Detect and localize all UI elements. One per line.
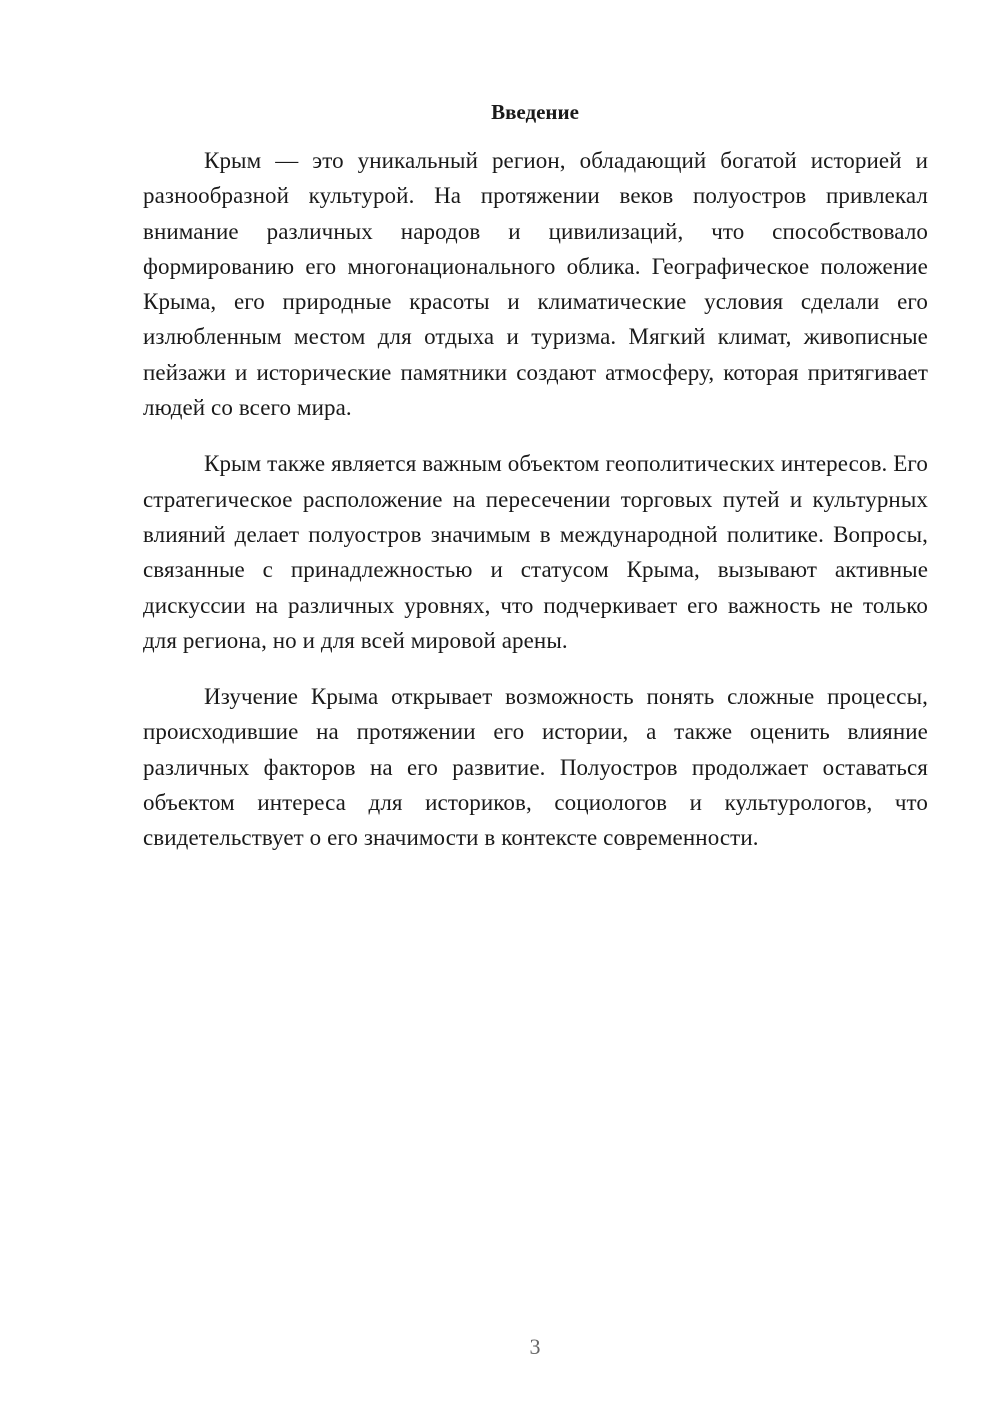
paragraph-2: Крым также является важным объектом геополитических интересов. Его стратегическое расположение на пересечении торговых путей и культурных влияний делает полуостров значимым в международной политике. Вопросы, связанные с принадлежностью и статусом Крыма, вызывают активные дискуссии на различных уровнях, что подчеркивает его важность не только для региона, но и для всей мировой арены. [143, 451, 928, 653]
section-heading: Введение [491, 100, 579, 124]
page-number: 3 [529, 1334, 541, 1359]
body-text [143, 143, 928, 877]
paragraph-3: Изучение Крыма открывает возможность понять сложные процессы, происходившие на протяжении его истории, а также оценить влияние различных факторов на его развитие. Полуостров продолжает оставаться объектом интереса для историков, социологов и культурологов, что свидетельствует о его значимости в контексте современности. [143, 684, 928, 851]
paragraph-1: Крым — это уникальный регион, обладающий богатой историей и разнообразной культурой. На протяжении веков полуостров привлекал внимание различных народов и цивилизаций, что способствовало формированию его многонационального облика. Географическое положение Крыма, его природные красоты и климатические условия сделали его излюбленным местом для отдыха и туризма. Мягкий климат, живописные пейзажи и исторические памятники создают атмосферу, которая притягивает людей со всего мира. [143, 148, 928, 421]
